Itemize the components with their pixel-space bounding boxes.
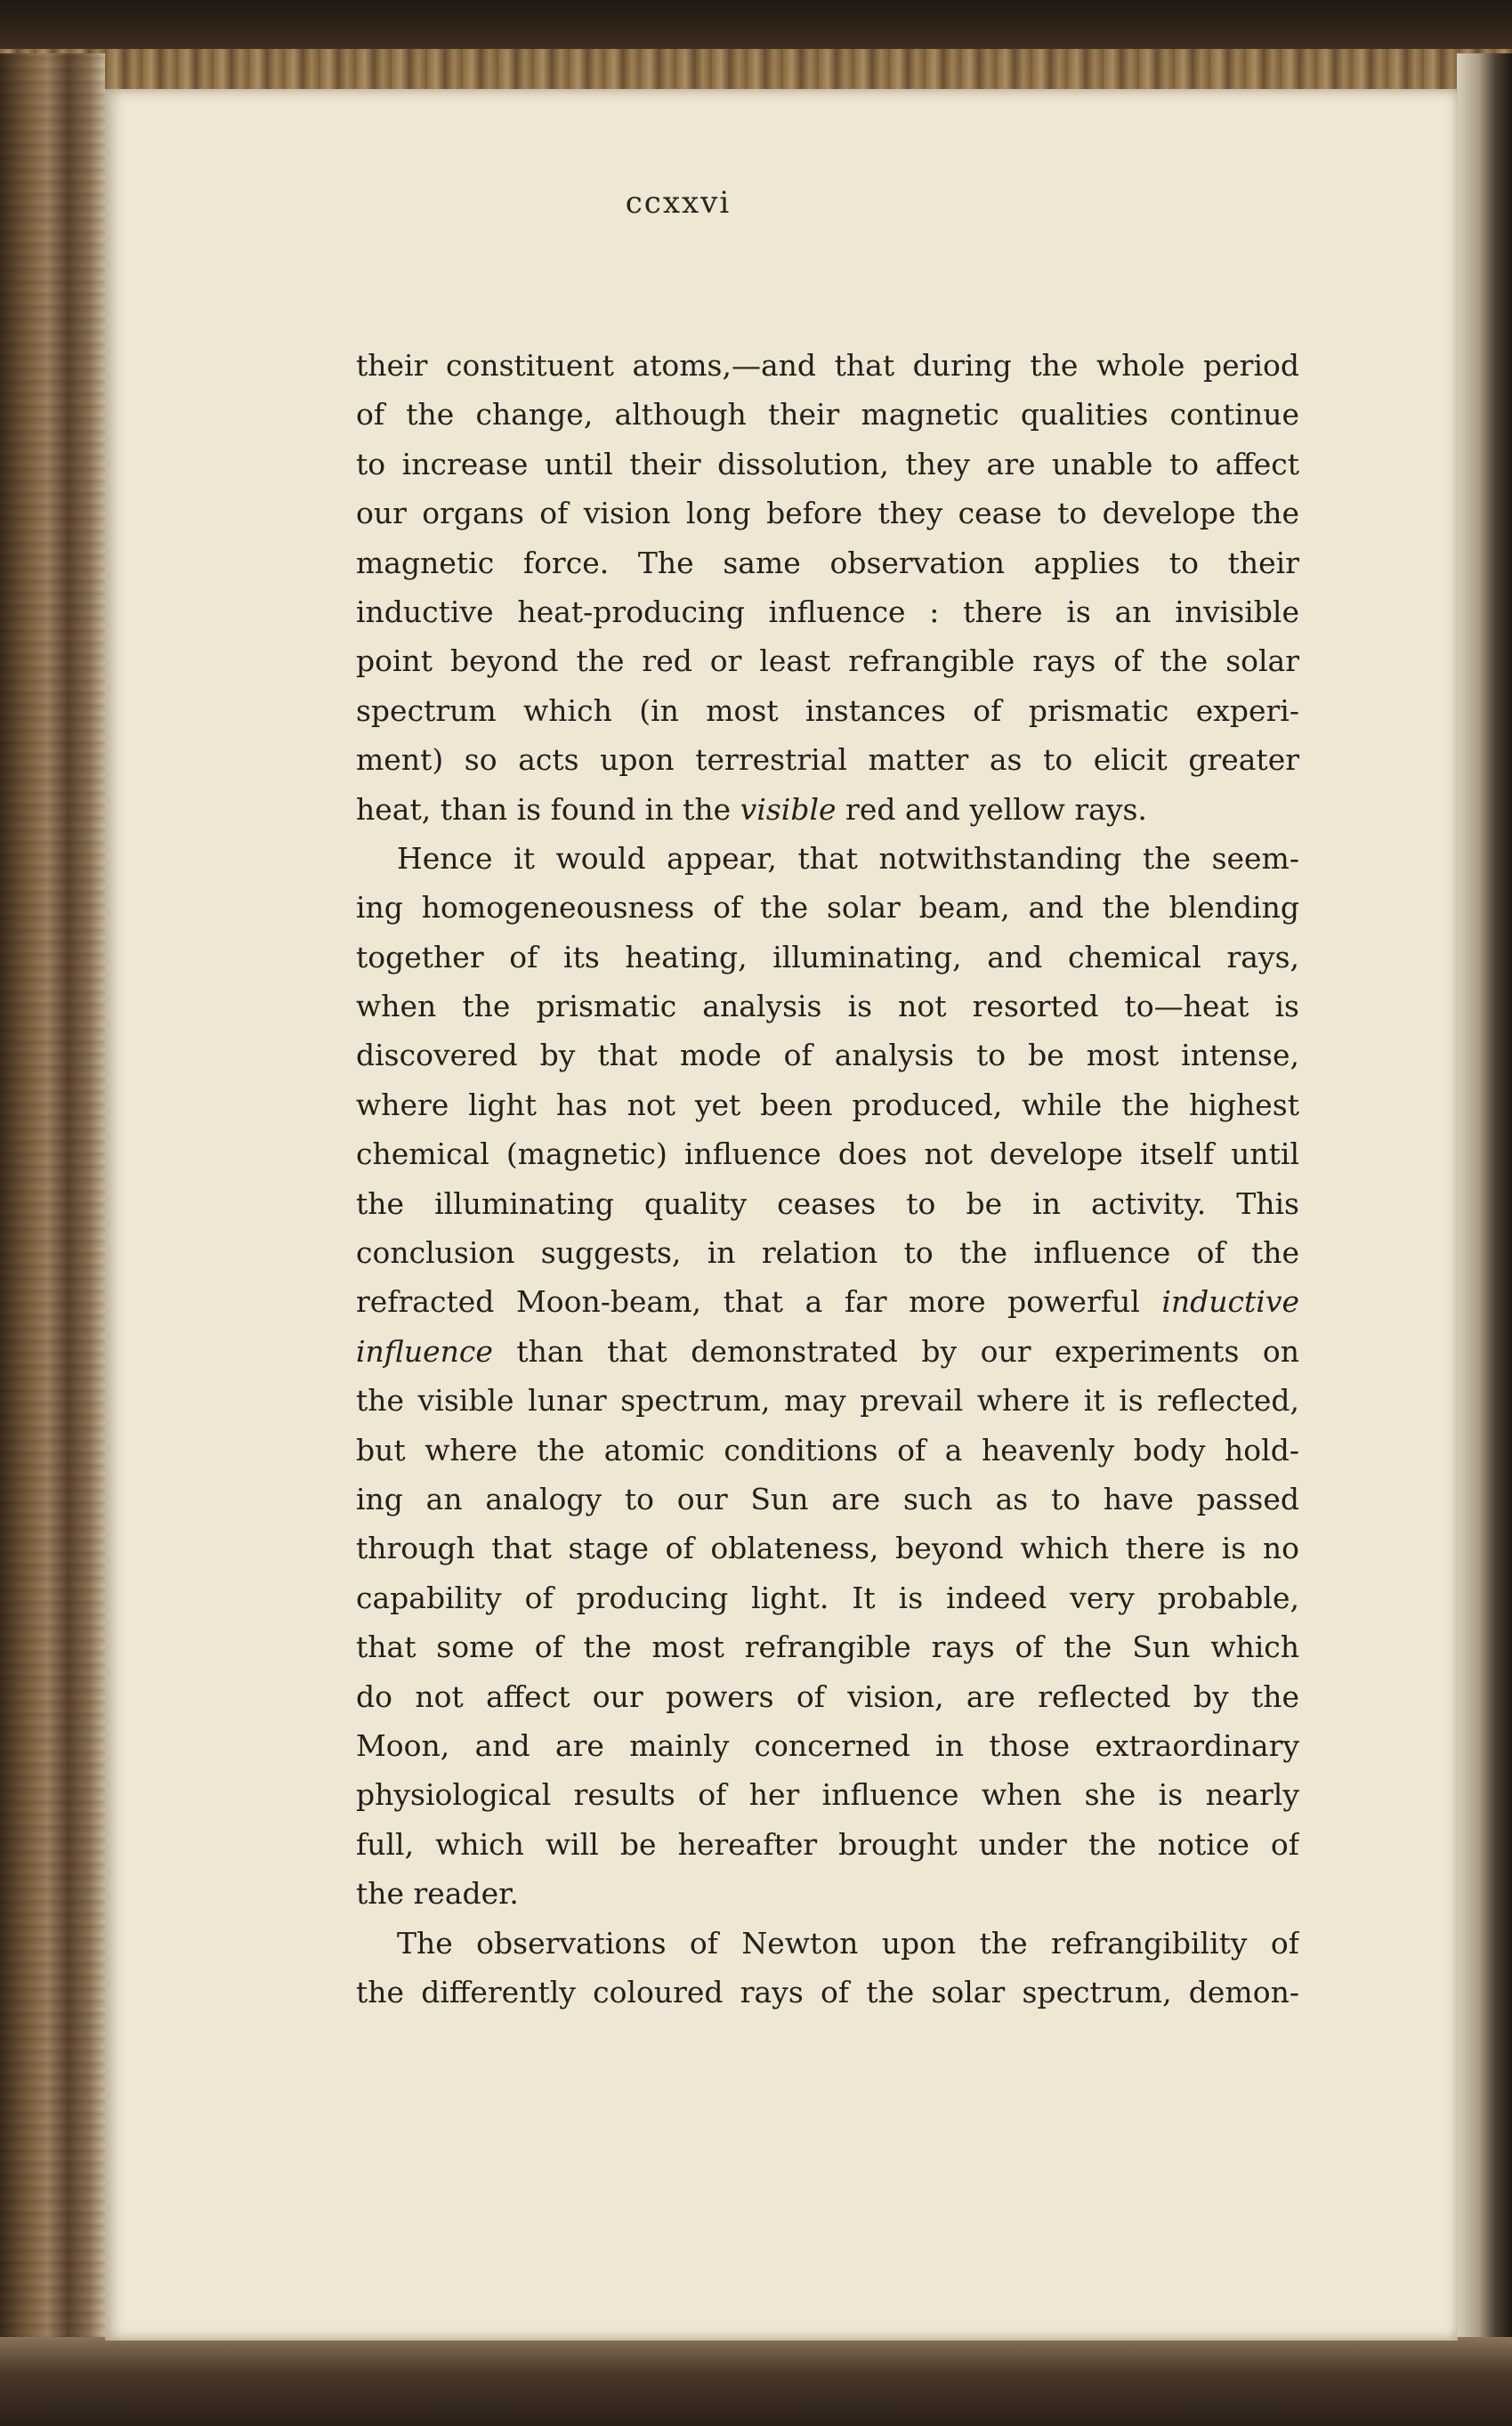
text-line (356, 489, 1299, 538)
text-segment: inductive heat-producing influence : there is an invisible (356, 594, 1299, 629)
text-line (356, 587, 1299, 636)
text-line (356, 1770, 1299, 1819)
text-line (356, 1968, 1299, 2017)
text-segment: spectrum which (in most instances of prismatic experi- (356, 692, 1299, 728)
text-line (356, 982, 1299, 1031)
text-line (356, 1475, 1299, 1524)
book-bottom-edge (0, 2337, 1512, 2426)
text-segment: full, which will be hereafter brought under the notice of (356, 1826, 1299, 1862)
italic-text: inductive (1161, 1284, 1299, 1320)
text-line (356, 1179, 1299, 1228)
text-line (356, 933, 1299, 982)
italic-text: visible (740, 791, 837, 827)
text-line (356, 1919, 1299, 1968)
text-line (356, 1129, 1299, 1178)
text-line (356, 1820, 1299, 1869)
text-line (356, 1721, 1299, 1770)
text-line (356, 341, 1299, 390)
text-line (356, 785, 1299, 834)
text-segment: but where the atomic conditions of a heavenly body hold- (356, 1432, 1299, 1468)
right-binding-edge (1457, 53, 1512, 2426)
text-segment: together of its heating, illuminating, and chemical rays, (356, 939, 1299, 974)
text-segment: point beyond the red or least refrangible rays of the solar (356, 643, 1299, 679)
text-line (356, 883, 1299, 932)
text-line (356, 1277, 1299, 1326)
text-segment: ment) so acts upon terrestrial matter as to elicit greater (356, 742, 1299, 778)
text-line (356, 390, 1299, 439)
text-segment: heat, than is found in the (356, 791, 740, 827)
text-line (356, 538, 1299, 587)
text-segment: The observations of Newton upon the refrangibility of (397, 1925, 1299, 1961)
text-segment: the illuminating quality ceases to be in activity. This (356, 1185, 1299, 1221)
text-segment: ing an analogy to our Sun are such as to have passed (356, 1481, 1299, 1516)
text-segment: where light has not yet been produced, while the highest (356, 1087, 1299, 1122)
text-segment: than that demonstrated by our experiments on (492, 1333, 1299, 1369)
text-segment: conclusion suggests, in relation to the influence of the (356, 1235, 1299, 1271)
text-segment: through that stage of oblateness, beyond which there is no (356, 1531, 1299, 1566)
italic-text: influence (356, 1333, 493, 1369)
text-segment: Moon, and are mainly concerned in those extraordinary (356, 1727, 1299, 1763)
text-segment: when the prismatic analysis is not resorted to—heat is (356, 989, 1299, 1024)
text-segment: the reader. (356, 1876, 519, 1912)
text-line (356, 1031, 1299, 1080)
text-line (356, 1080, 1299, 1129)
text-line (356, 1376, 1299, 1425)
text-segment: that some of the most refrangible rays of the Sun which (356, 1629, 1299, 1665)
text-segment: refracted Moon-beam, that a far more powerful (356, 1284, 1162, 1320)
text-line (356, 440, 1299, 489)
text-segment: the differently coloured rays of the solar spectrum, demon- (356, 1974, 1299, 2010)
text-segment: our organs of vision long before they cease to develope the (356, 496, 1299, 531)
text-line (356, 834, 1299, 883)
text-line (356, 1869, 1299, 1918)
text-line (356, 1573, 1299, 1622)
text-segment: the visible lunar spectrum, may prevail where it is reflected, (356, 1383, 1299, 1419)
body-text (356, 341, 1299, 2017)
text-line (356, 636, 1299, 685)
text-segment: to increase until their dissolution, they are unable to affect (356, 446, 1299, 481)
text-line (356, 1327, 1299, 1376)
text-line (356, 1524, 1299, 1573)
text-segment: ing homogeneousness of the solar beam, and the blending (356, 890, 1299, 926)
text-line (356, 735, 1299, 784)
text-line (356, 1672, 1299, 1721)
marbled-page-edges (0, 53, 105, 2426)
page-number: ccxxvi (625, 185, 732, 221)
text-segment: Hence it would appear, that notwithstanding the seem- (397, 840, 1299, 876)
text-segment: capability of producing light. It is indeed very probable, (356, 1580, 1299, 1615)
text-segment: magnetic force. The same observation applies to their (356, 545, 1299, 580)
text-line (356, 686, 1299, 735)
text-line (356, 1622, 1299, 1671)
text-segment: red and yellow rays. (836, 791, 1147, 827)
text-segment: their constituent atoms,—and that during the whole period (356, 348, 1299, 383)
text-line (356, 1228, 1299, 1277)
text-line (356, 1426, 1299, 1475)
text-segment: physiological results of her influence when she is nearly (356, 1777, 1299, 1813)
text-segment: chemical (magnetic) influence does not develope itself until (356, 1136, 1299, 1172)
text-segment: discovered by that mode of analysis to be most intense, (356, 1038, 1299, 1073)
text-segment: of the change, although their magnetic qualities continue (356, 397, 1299, 433)
text-segment: do not affect our powers of vision, are reflected by the (356, 1678, 1299, 1714)
